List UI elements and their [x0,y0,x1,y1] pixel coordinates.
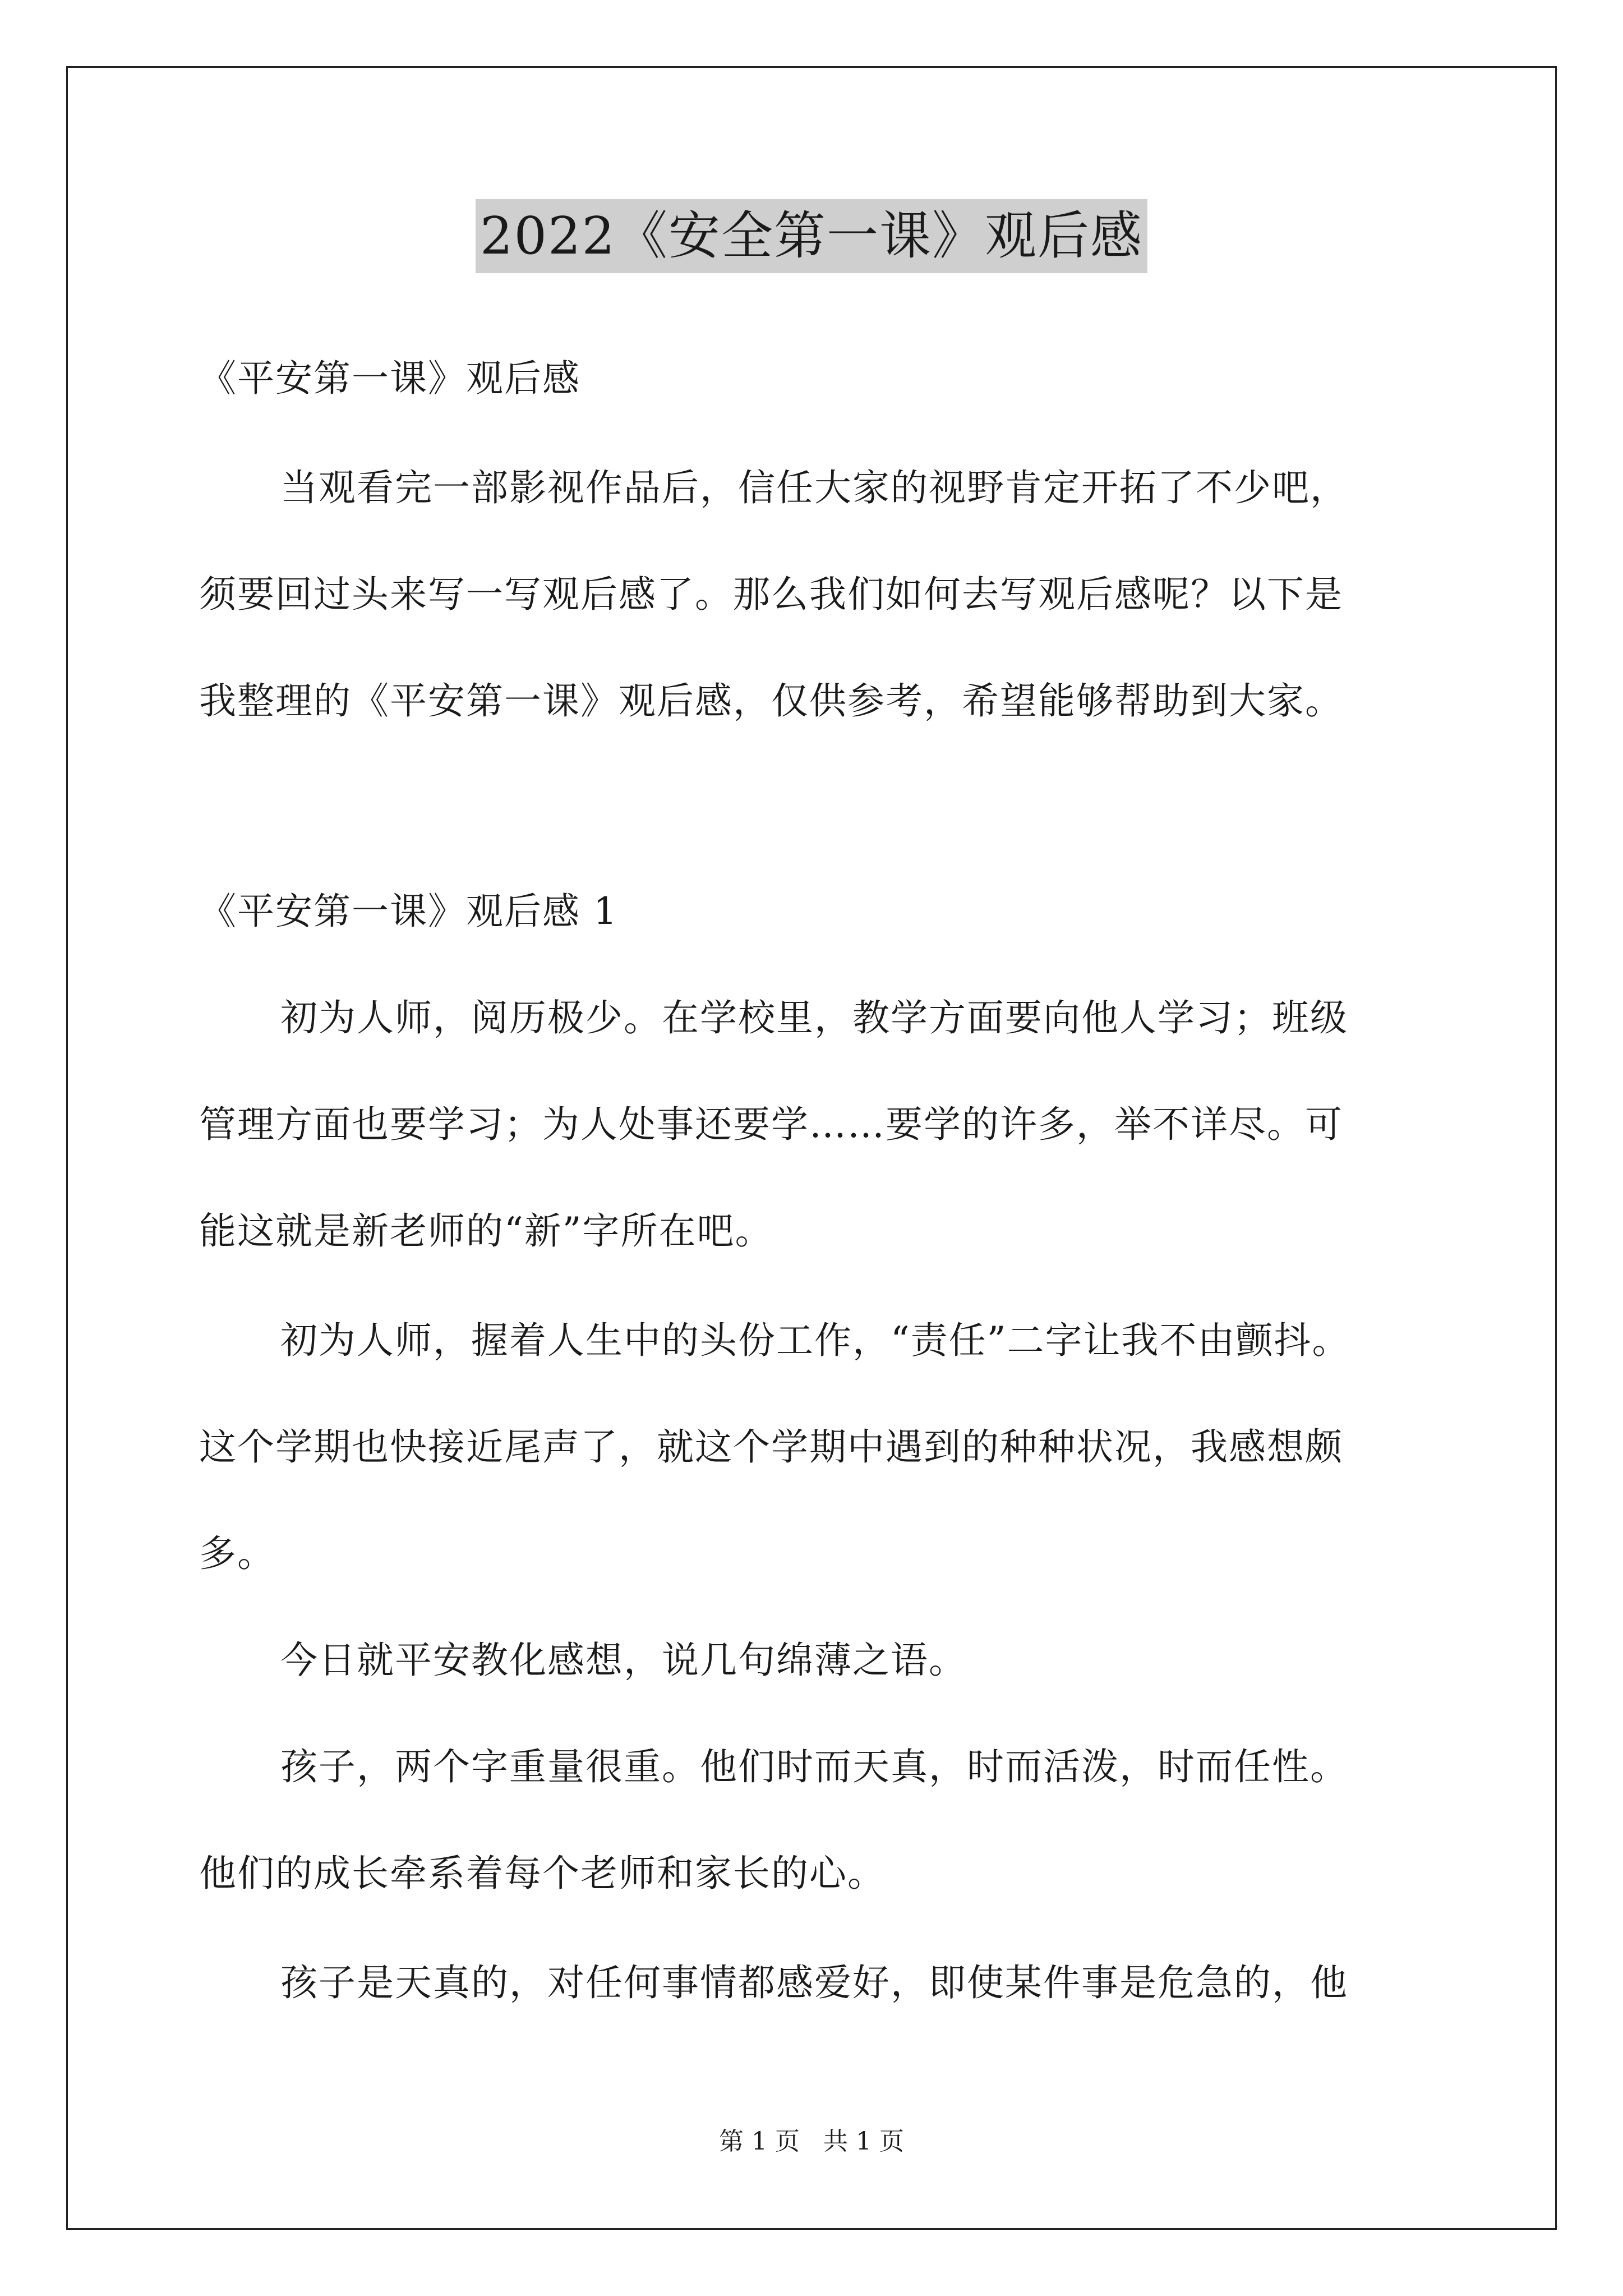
document-title: 2022《安全第一课》观后感 [476,199,1147,273]
paragraph-line: 孩子是天真的，对任何事情都感爱好，即使某件事是危急的，他 [280,1961,1348,2004]
intro-heading: 《平安第一课》观后感 [199,357,580,400]
title-container [0,199,1623,273]
paragraph-line: 初为人师，阅历极少。在学校里，教学方面要向他人学习；班级 [280,996,1348,1039]
paragraph-line: 当观看完一部影视作品后，信任大家的视野肯定开拓了不少吧， [280,466,1348,509]
paragraph-line: 须要回过头来写一写观后感了。那么我们如何去写观后感呢？以下是 [199,573,1343,616]
section-heading: 《平安第一课》观后感 1 [199,890,618,933]
paragraph-line: 多。 [199,1532,275,1575]
page-footer: 第 1 页 共 1 页 [719,2127,904,2156]
paragraph-line: 这个学期也快接近尾声了，就这个学期中遇到的种种状况，我感想颇 [199,1425,1343,1469]
paragraph-line: 他们的成长牵系着每个老师和家长的心。 [199,1852,886,1895]
paragraph-line: 我整理的《平安第一课》观后感，仅供参考，希望能够帮助到大家。 [199,679,1343,723]
paragraph-line: 孩子，两个字重量很重。他们时而天真，时而活泼，时而任性。 [280,1745,1348,1788]
paragraph-line: 初为人师，握着人生中的头份工作，“责任”二字让我不由颤抖。 [280,1319,1350,1362]
paragraph-line: 管理方面也要学习；为人处事还要学……要学的许多，举不详尽。可 [199,1103,1343,1146]
paragraph-line: 今日就平安教化感想，说几句绵薄之语。 [280,1639,967,1682]
paragraph-line: 能这就是新老师的“新”字所在吧。 [199,1209,773,1253]
